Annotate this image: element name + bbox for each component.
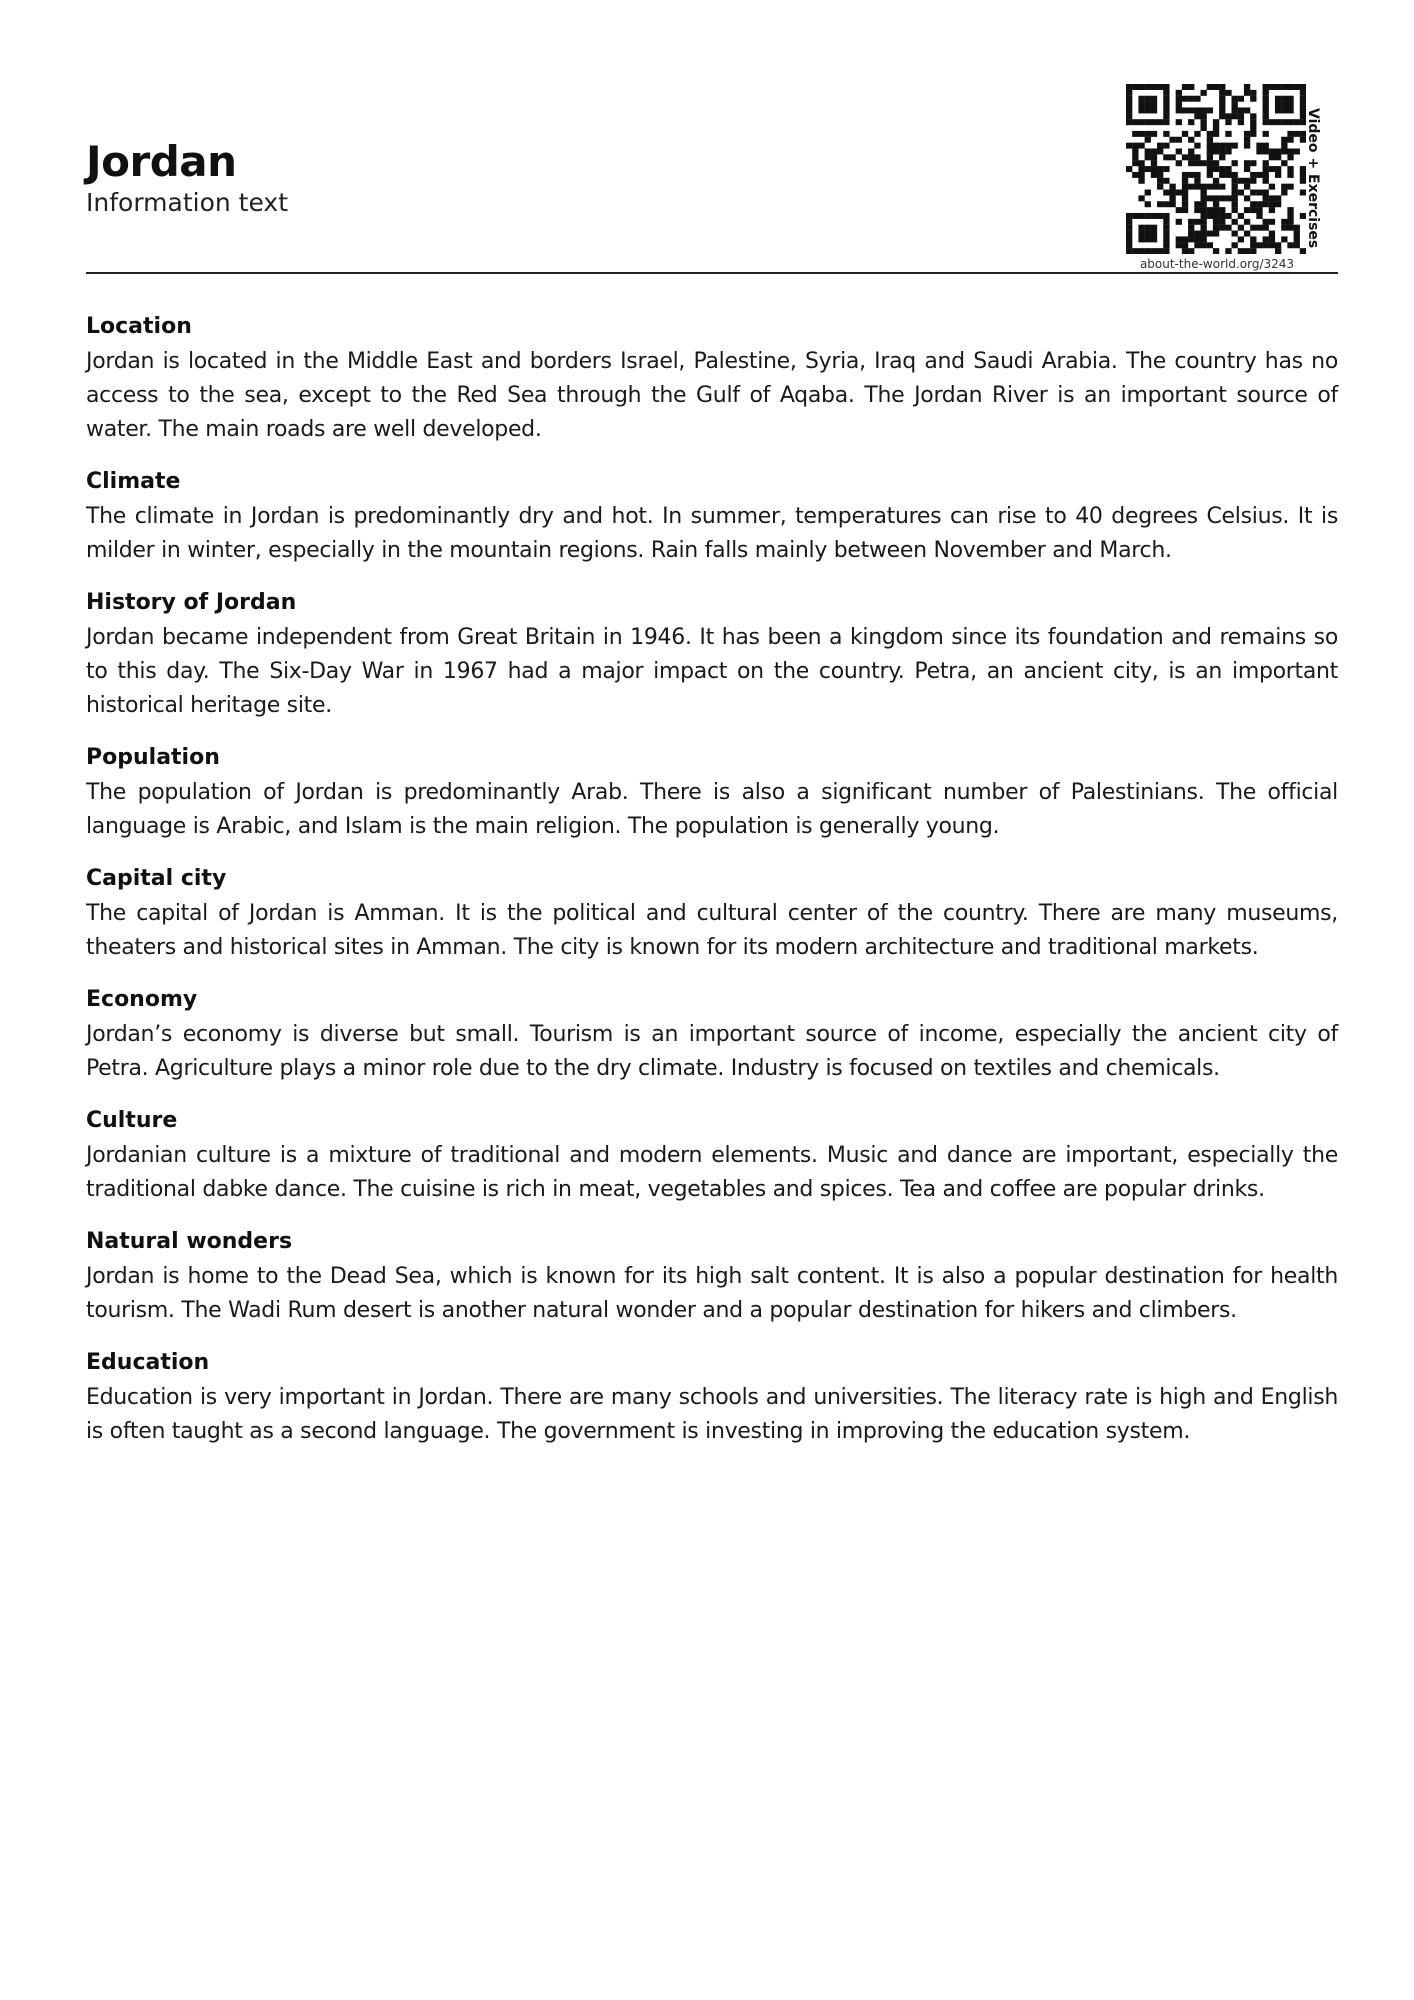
section-capital-city <box>86 864 1338 965</box>
section-text: The climate in Jordan is predominantly dry and hot. In summer, temperatures can rise to 40 degrees Celsius. It is milder in winter, especially in the mountain regions. Rain falls mainly between November and March. <box>86 504 1338 563</box>
page-title: Jordan <box>86 137 237 186</box>
section-history <box>86 588 1338 723</box>
section-text: Jordan is located in the Middle East and borders Israel, Palestine, Syria, Iraq and Saudi Arabia. The country has no access to the sea, except to the Red Sea through the Gulf of Aqaba. The Jordan River is an important source of water. The main roads are well developed. <box>86 349 1338 442</box>
section-climate <box>86 467 1338 568</box>
section-heading: Education <box>86 1350 210 1375</box>
section-population <box>86 743 1338 844</box>
section-economy <box>86 985 1338 1086</box>
section-heading: Natural wonders <box>86 1229 293 1254</box>
section-heading: History of Jordan <box>86 590 297 615</box>
document-header <box>86 136 288 218</box>
section-education <box>86 1348 1338 1449</box>
section-heading: Capital city <box>86 866 227 891</box>
section-text: Jordan’s economy is diverse but small. Tourism is an important source of income, especially the ancient city of Petra. Agriculture plays a minor role due to the dry climate. Industry is focused on textiles and chemicals. <box>86 1022 1338 1081</box>
section-text: The capital of Jordan is Amman. It is the political and cultural center of the country. There are many museums, theaters and historical sites in Amman. The city is known for its modern architecture and traditional markets. <box>86 901 1338 960</box>
section-heading: Culture <box>86 1108 178 1133</box>
section-heading: Economy <box>86 987 198 1012</box>
section-text: Jordan is home to the Dead Sea, which is known for its high salt content. It is also a popular destination for health tourism. The Wadi Rum desert is another natural wonder and a popular destination for hikers and climbers. <box>86 1264 1338 1323</box>
section-text: The population of Jordan is predominantly Arab. There is also a significant number of Palestinians. The official language is Arabic, and Islam is the main religion. The population is generally young. <box>86 780 1338 839</box>
section-text: Jordan became independent from Great Britain in 1946. It has been a kingdom since its foundation and remains so to this day. The Six-Day War in 1967 had a major impact on the country. Petra, an ancient city, is an important historical heritage site. <box>86 625 1338 718</box>
section-culture <box>86 1106 1338 1207</box>
section-natural-wonders <box>86 1227 1338 1328</box>
qr-code-graphic <box>1126 84 1306 254</box>
page-subtitle: Information text <box>86 188 289 217</box>
header-divider <box>86 272 1338 274</box>
qr-url-link[interactable]: about-the-world.org/3243 <box>1139 257 1295 271</box>
document-body <box>86 312 1338 1469</box>
section-location <box>86 312 1338 447</box>
section-text: Education is very important in Jordan. There are many schools and universities. The literacy rate is high and English is often taught as a second language. The government is investing in improving the education system. <box>86 1385 1338 1444</box>
section-heading: Climate <box>86 469 181 494</box>
video-exercises-label: Video + Exercises <box>1305 108 1321 249</box>
section-heading: Location <box>86 314 192 339</box>
qr-code-icon[interactable] <box>1126 84 1306 264</box>
section-text: Jordanian culture is a mixture of traditional and modern elements. Music and dance are important, especially the traditional dabke dance. The cuisine is rich in meat, vegetables and spices. Tea and coffee are popular drinks. <box>86 1143 1338 1202</box>
section-heading: Population <box>86 745 220 770</box>
